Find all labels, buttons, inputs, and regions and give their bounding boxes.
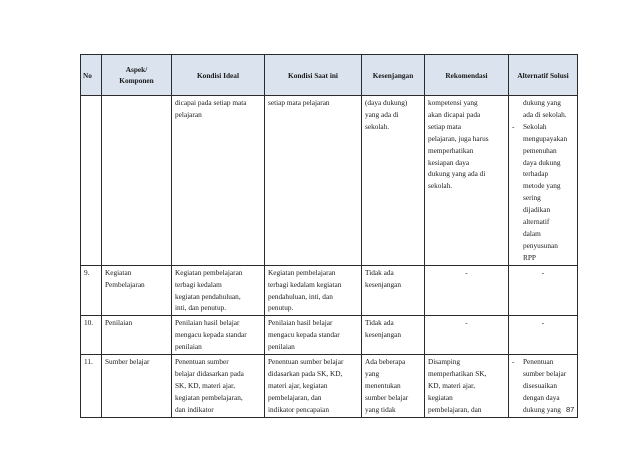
cell-kondisi-saat-ini: Kegiatan pembelajaran terbagi kedalam kegiatan pendahuluan, inti, dan penutup. <box>265 265 362 316</box>
cell-rekomendasi: Disamping memperhatikan SK, KD, materi ajar, kegiatan pembelajaran, dan <box>425 355 509 418</box>
cell-kondisi-ideal: Penentuan sumber belajar didasarkan pada SK, KD, materi ajar, kegiatan pembelajaran, dan indikator <box>172 355 265 418</box>
cell-rekomendasi: - <box>425 316 509 355</box>
header-kesenjangan: Kesenjangan <box>362 55 425 96</box>
cell-kondisi-ideal: dicapai pada setiap mata pelajaran <box>172 96 265 266</box>
cell-no <box>81 96 102 266</box>
header-no: No <box>81 55 102 96</box>
cell-rekomendasi: - <box>425 265 509 316</box>
header-aspek <box>102 55 172 96</box>
header-alternatif-solusi: Alternatif Solusi <box>509 55 578 96</box>
cell-aspek <box>102 96 172 266</box>
table-row <box>81 96 578 266</box>
table-row <box>81 316 578 355</box>
cell-no: 11. <box>81 355 102 418</box>
alternatif-continuation: dukung yang ada di sekolah. <box>523 98 567 119</box>
cell-alternatif-solusi <box>509 96 578 266</box>
header-kondisi-ideal: Kondisi Ideal <box>172 55 265 96</box>
cell-kesenjangan: Tidak ada kesenjangan <box>362 265 425 316</box>
table-row <box>81 355 578 418</box>
table-row <box>81 265 578 316</box>
header-kondisi-saat-ini: Kondisi Saat ini <box>265 55 362 96</box>
header-row <box>81 55 578 96</box>
cell-kondisi-saat-ini: Penentuan sumber belajar didasarkan pada SK, KD, materi ajar, kegiatan pembelajaran, dan indikator pencapaian <box>265 355 362 418</box>
cell-aspek: Sumber belajar <box>102 355 172 418</box>
header-aspek-line: Komponen <box>119 76 154 85</box>
cell-kesenjangan: Ada beberapa yang menentukan sumber belajar yang tidak <box>362 355 425 418</box>
header-rekomendasi: Rekomendasi <box>425 55 509 96</box>
cell-alternatif-solusi: - <box>509 316 578 355</box>
list-item: - Penentuan sumber belajar disesuaikan dengan daya dukung yang <box>512 356 574 416</box>
header-aspek-line: Aspek/ <box>125 65 148 74</box>
cell-no: 10. <box>81 316 102 355</box>
page-number: 87 <box>566 405 575 414</box>
cell-aspek: Penilaian <box>102 316 172 355</box>
cell-rekomendasi: kompetensi yang akan dicapai pada setiap mata pelajaran, juga harus memperhatikan kesiapan daya dukung yang ada di sekolah. <box>425 96 509 266</box>
cell-kondisi-ideal: Kegiatan pembelajaran terbagi kedalam kegiatan pendahuluan, inti, dan penutup. <box>172 265 265 316</box>
cell-aspek: Kegiatan Pembelajaran <box>102 265 172 316</box>
alternatif-list <box>512 356 574 416</box>
cell-alternatif-solusi: - <box>509 265 578 316</box>
cell-kondisi-saat-ini: setiap mata pelajaran <box>265 96 362 266</box>
cell-kesenjangan: Tidak ada kesenjangan <box>362 316 425 355</box>
cell-kondisi-ideal: Penilaian hasil belajar mengacu kepada standar penilaian <box>172 316 265 355</box>
cell-kondisi-saat-ini: Penilaian hasil belajar mengacu kepada standar penilaian <box>265 316 362 355</box>
alternatif-list <box>512 121 574 264</box>
cell-no: 9. <box>81 265 102 316</box>
analysis-table <box>80 54 578 418</box>
list-item: - Sekolah mengupayakan pemenuhan daya dukung terhadap metode yang sering dijadikan alternatif dalam penyusunan RPP <box>512 121 574 264</box>
cell-kesenjangan: (daya dukung) yang ada di sekolah. <box>362 96 425 266</box>
